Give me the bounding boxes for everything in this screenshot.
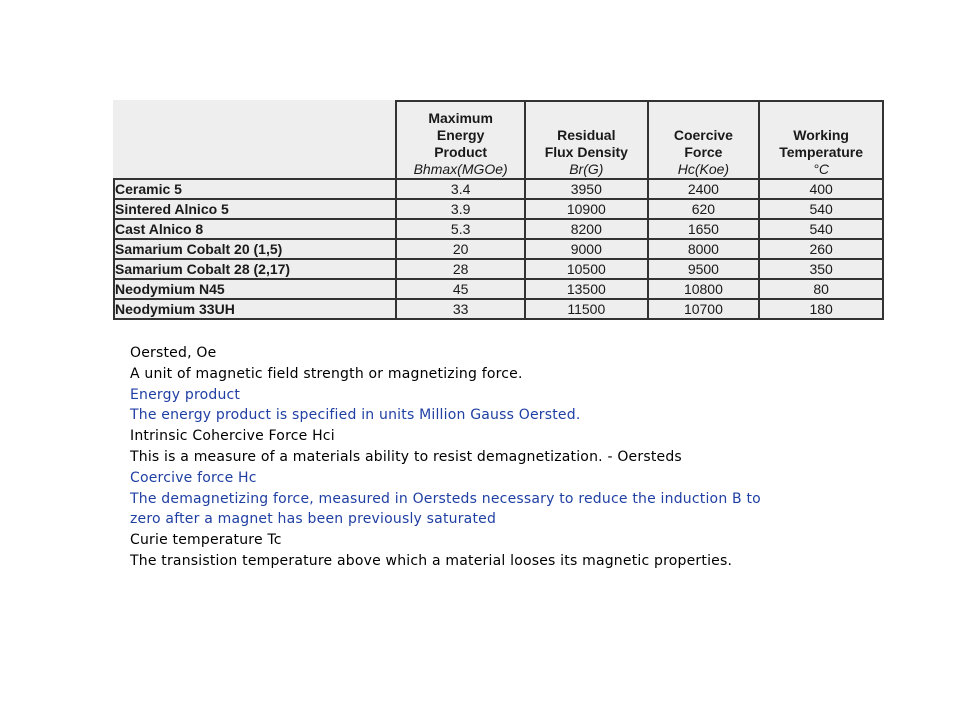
coercive-force-value: 1650 (648, 219, 760, 239)
column-header-title: Working Temperature (779, 127, 863, 160)
column-header-title: Maximum Energy Product (428, 110, 493, 160)
column-header-unit: Hc(Koe) (677, 161, 730, 177)
table-row (114, 299, 883, 319)
table-row (114, 239, 883, 259)
energy-product-value: 3.4 (396, 179, 525, 199)
column-header-unit: Br(G) (569, 161, 604, 177)
material-name: Ceramic 5 (114, 179, 396, 199)
working-temperature-value: 260 (759, 239, 883, 259)
flux-density-value: 10500 (525, 259, 648, 279)
table-row (114, 199, 883, 219)
working-temperature-value: 540 (759, 219, 883, 239)
note-line: This is a measure of a materials ability to resist demagnetization. - Oersteds (130, 448, 682, 465)
working-temperature-value: 540 (759, 199, 883, 219)
note-line: Energy product (130, 386, 241, 403)
flux-density-value: 3950 (525, 179, 648, 199)
working-temperature-value: 180 (759, 299, 883, 319)
note-line: The energy product is specified in units Million Gauss Oersted. (130, 407, 581, 424)
definitions-notes (130, 343, 890, 572)
working-temperature-value: 80 (759, 279, 883, 299)
energy-product-value: 33 (396, 299, 525, 319)
coercive-force-value: 10800 (648, 279, 760, 299)
coercive-force-value: 8000 (648, 239, 760, 259)
column-header-unit: Bhmax(MGOe) (413, 161, 508, 177)
flux-density-value: 13500 (525, 279, 648, 299)
energy-product-value: 45 (396, 279, 525, 299)
material-name: Cast Alnico 8 (114, 219, 396, 239)
flux-density-value: 11500 (525, 299, 648, 319)
energy-product-value: 28 (396, 259, 525, 279)
note-line: Intrinsic Cohercive Force Hci (130, 428, 335, 445)
magnet-properties-table-image (113, 100, 884, 318)
working-temperature-value: 400 (759, 179, 883, 199)
note-line: A unit of magnetic field strength or magnetizing force. (130, 365, 523, 382)
energy-product-value: 5.3 (396, 219, 525, 239)
energy-product-value: 3.9 (396, 199, 525, 219)
material-name: Sintered Alnico 5 (114, 199, 396, 219)
material-name: Neodymium N45 (114, 279, 396, 299)
column-header-working-temperature (759, 101, 883, 179)
column-header-flux-density (525, 101, 648, 179)
column-header-title: Residual Flux Density (544, 127, 628, 160)
flux-density-value: 9000 (525, 239, 648, 259)
coercive-force-value: 620 (648, 199, 760, 219)
column-header-title: Coercive Force (673, 127, 733, 160)
column-header-unit: °C (813, 161, 829, 177)
note-line: Curie temperature Tc (130, 532, 282, 549)
table-row (114, 259, 883, 279)
note-line: The demagnetizing force, measured in Oersteds necessary to reduce the induction B to (130, 490, 761, 507)
note-line: The transistion temperature above which a material looses its magnetic properties. (130, 552, 733, 569)
table-row (114, 279, 883, 299)
material-name: Neodymium 33UH (114, 299, 396, 319)
coercive-force-value: 10700 (648, 299, 760, 319)
table-corner (114, 101, 396, 179)
coercive-force-value: 9500 (648, 259, 760, 279)
note-line: Oersted, Oe (130, 345, 217, 361)
coercive-force-value: 2400 (648, 179, 760, 199)
column-header-energy-product (396, 101, 525, 179)
material-name: Samarium Cobalt 20 (1,5) (114, 239, 396, 259)
working-temperature-value: 350 (759, 259, 883, 279)
magnet-properties-table (113, 100, 884, 320)
column-header-coercive-force (648, 101, 760, 179)
note-line: Coercive force Hc (130, 469, 257, 486)
flux-density-value: 10900 (525, 199, 648, 219)
note-line: zero after a magnet has been previously saturated (130, 511, 497, 528)
energy-product-value: 20 (396, 239, 525, 259)
flux-density-value: 8200 (525, 219, 648, 239)
table-row (114, 179, 883, 199)
material-name: Samarium Cobalt 28 (2,17) (114, 259, 396, 279)
table-row (114, 219, 883, 239)
